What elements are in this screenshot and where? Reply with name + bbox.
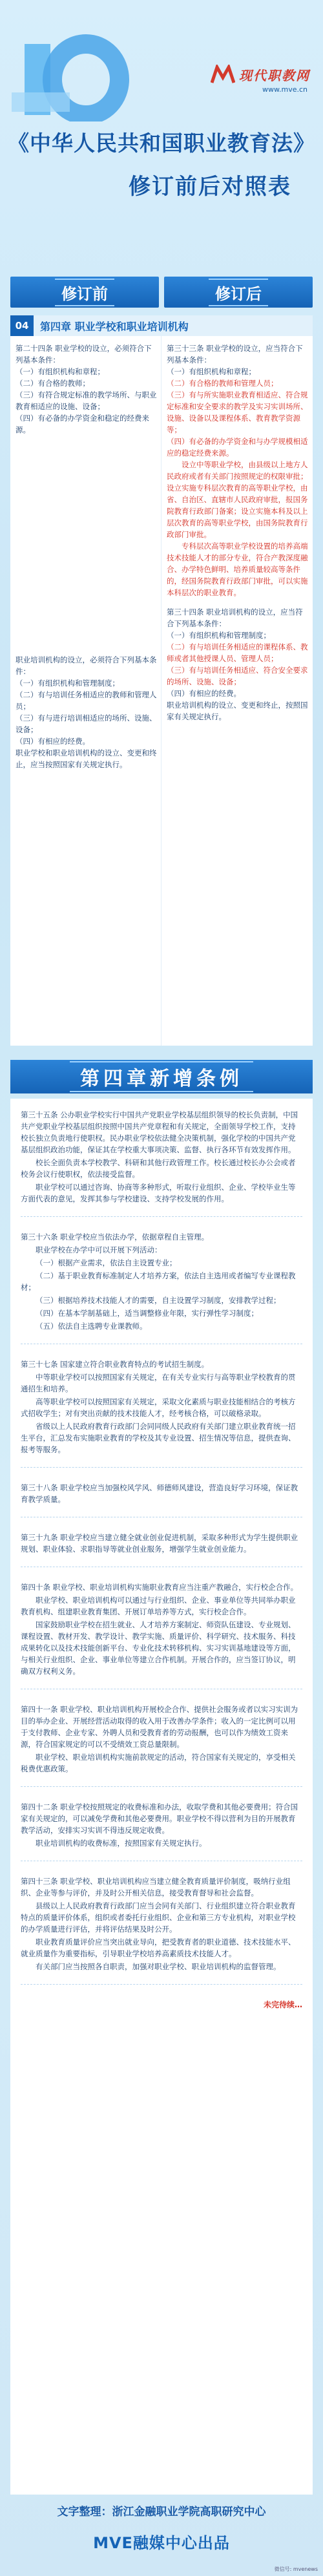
article-43	[21, 1875, 302, 1985]
after-label: 修订后	[164, 277, 313, 308]
text-line: 职业培训机构的设立、变更和终止，按照国家有关规定执行。	[167, 701, 308, 721]
credit-text: 文字整理：浙江金融职业学院高职研究中心	[57, 2506, 266, 2518]
article-40	[21, 1581, 302, 1689]
text-line: （一）有组织机构和管理制度；	[16, 679, 120, 688]
text-line-changed: （四）有必备的办学资金和与办学规模相适应的稳定经费来源。	[167, 437, 308, 458]
article-paragraph: 第三十九条 职业学校应当建立健全就业创业促进机制，采取多种形式为学生提供职业规划、职业体验、求职指导等就业创业服务，增强学生就业创业能力。	[21, 1533, 298, 1554]
new-articles-header: 第四章新增条例	[10, 1060, 313, 1093]
article-37	[21, 1358, 302, 1468]
text-line: （一）有组织机构和章程；	[167, 367, 256, 376]
article-paragraph: 第三十五条 公办职业学校实行中国共产党职业学校基层组织领导的校长负责制，中国共产党职业学校基层组织按照中国共产党章程和有关规定，全面领导学校工作，支持校长独立负责地行使职权。民办职业学校依法健全决策机制，强化学校的中国共产党基层组织政治功能，保证其在学校重大事项决策、监督、执行各环节有效发挥作用。	[21, 1110, 298, 1154]
text-line: 第三十三条 职业学校的设立，应当符合下列基本条件：	[167, 344, 303, 364]
text-line: （三）有与进行培训相适应的场所、设施、设备；	[16, 713, 157, 734]
text-line: （一）有组织机构和章程；	[16, 367, 105, 376]
text-line: 职业培训机构的设立，必须符合下列基本条件：	[16, 655, 157, 676]
article-paragraph: 职业学校、职业培训机构实施前款规定的活动，符合国家有关规定的，享受相关税费优惠政策。	[21, 1753, 296, 1773]
article-paragraph: 省级以上人民政府教育行政部门会同同级人民政府有关部门建立职业教育统一招生平台，汇总发布实施职业教育的学校及其专业设置、招生情况等信息，提供查询、报考等服务。	[21, 1422, 296, 1454]
article-paragraph: 职业培训机构的收费标准，按照国家有关规定执行。	[36, 1839, 207, 1848]
text-line-changed: （二）有与培训任务相适应的课程体系、教师或者其他授课人员、管理人员；	[167, 642, 308, 663]
article-paragraph: 第三十八条 职业学校应当加强校风学风、师德师风建设，营造良好学习环境，保证教育教学质量。	[21, 1483, 298, 1504]
footer	[0, 2502, 323, 2553]
article-paragraph: 职业学校可以通过咨询、协商等多种形式，听取行业组织、企业、学校毕业生等方面代表的意见，发挥其参与学校建设、支持学校发展的作用。	[21, 1183, 296, 1203]
text-line: 第二十四条 职业学校的设立，必须符合下列基本条件：	[16, 344, 152, 364]
article-paragraph: （一）根据产业需求，依法自主设置专业；	[36, 1258, 177, 1267]
logo-url: www.mve.cn	[262, 85, 307, 94]
article-41	[21, 1704, 302, 1787]
after-column	[162, 336, 313, 1046]
comparison-table	[10, 315, 313, 1046]
to-be-continued: 未完待续…	[263, 2000, 302, 2009]
text-line: （二）有合格的教师；	[16, 379, 90, 388]
after-article-33	[167, 343, 309, 598]
logo	[211, 65, 310, 94]
article-36	[21, 1231, 302, 1344]
article-paragraph: 职业学校、职业培训机构可以通过与行业组织、企业、事业单位等共同举办职业教育机构、组建职业教育集团、开展订单培养等方式，实行校企合作。	[21, 1596, 296, 1616]
article-paragraph: 第三十六条 职业学校应当依法办学，依据章程自主管理。	[21, 1232, 209, 1241]
logo-name: 现代职教网	[239, 67, 310, 83]
article-paragraph: 第三十七条 国家建立符合职业教育特点的考试招生制度。	[21, 1360, 209, 1369]
article-paragraph: （三）根据培养技术技能人才的需要，自主设置学习制度，安排教学过程；	[36, 1296, 281, 1305]
text-line-changed: （三）有与所实施职业教育相适应、符合规定标准和安全要求的教学及实习实训场所、设施、设备以及课程体系、教育教学资源等；	[167, 390, 308, 434]
page-subtitle: 修订前后对照表	[129, 174, 291, 200]
article-paragraph: 第四十二条 职业学校按照规定的收费标准和办法，收取学费和其他必要费用；符合国家有关规定的，可以减免学费和其他必要费用。职业学校不得以营利为目的开展教育教学活动，安排实习实训不得违反规定收费。	[21, 1802, 298, 1835]
wechat-id: 微信号: mvenews	[274, 2566, 318, 2572]
article-paragraph: 第四十三条 职业学校、职业培训机构应当建立健全教育质量评价制度，吸纳行业组织、企业等参与评价，并及时公开相关信息，接受教育督导和社会监督。	[21, 1877, 291, 1897]
article-paragraph: （四）在基本学制基础上，适当调整修业年限，实行弹性学习制度；	[36, 1309, 258, 1318]
article-paragraph: 第四十条 职业学校、职业培训机构实施职业教育应当注重产教融合，实行校企合作。	[21, 1583, 298, 1592]
chapter-number: 04	[10, 315, 34, 336]
chapter-bar	[10, 315, 313, 336]
article-paragraph: 县级以上人民政府教育行政部门应当会同有关部门、行业组织建立符合职业教育特点的质量评价体系，组织或者委托行业组织、企业和第三方专业机构，对职业学校的办学质量进行评估，并将评估结果及时公开。	[21, 1901, 296, 1934]
article-42	[21, 1801, 302, 1861]
text-line: （一）有组织机构和管理制度；	[167, 631, 271, 640]
article-paragraph: 校长全面负责本学校教学、科研和其他行政管理工作。校长通过校长办公会或者校务会议行使职权，依法接受监督。	[21, 1158, 296, 1179]
text-line-changed: （二）有合格的教师和管理人员；	[167, 379, 278, 388]
article-paragraph: 第四十一条 职业学校、职业培训机构开展校企合作、提供社会服务或者以实习实训为目的举办企业、开展经营活动取得的收入用于改善办学条件；收入的一定比例可以用于支付教师、企业专家、外聘人员和受教育者的劳动报酬，也可以作为绩效工资来源，符合国家规定的可以不受绩效工资总量限制。	[21, 1705, 298, 1749]
text-line: 第三十四条 职业培训机构的设立，应当符合下列基本条件：	[167, 607, 303, 628]
article-paragraph: 有关部门应当按照各自职责，加强对职业学校、职业培训机构的监督管理。	[36, 1962, 281, 1971]
compare-header	[10, 277, 313, 308]
text-line: （四）有相应的经费。	[16, 737, 90, 746]
article-paragraph: 职业教育质量评价应当突出就业导向，把受教育者的职业道德、技术技能水平、就业质量作为重要指标，引导职业学校培养高素质技术技能人才。	[21, 1937, 296, 1958]
article-35	[21, 1109, 302, 1217]
after-article-34	[167, 606, 309, 723]
article-paragraph: （五）依法自主选聘专业课教师。	[36, 1322, 147, 1331]
anniversary-number-graphic	[12, 31, 134, 121]
before-column	[10, 336, 162, 1046]
article-paragraph: 职业学校在办学中可以开展下列活动：	[36, 1245, 162, 1254]
text-line: （四）有相应的经费。	[167, 689, 241, 698]
text-line: （二）有与培训任务相适应的教师和管理人员；	[16, 690, 157, 711]
logo-icon	[211, 65, 235, 84]
article-paragraph: 高等职业学校可以按照国家有关规定，采取文化素质与职业技能相结合的考核方式招收学生；对有突出贡献的技术技能人才，经考核合格，可以破格录取。	[21, 1397, 296, 1418]
text-line-changed: 专科层次高等职业学校设置的培养高端技术技能人才的部分专业，符合产教深度融合、办学特色鲜明、培养质量较高等条件的，经国务院教育行政部门审批，可以实施本科层次的职业教育。	[167, 542, 308, 597]
chapter-title: 第四章 职业学校和职业培训机构	[40, 320, 189, 333]
text-line: （三）有符合规定标准的教学场所、与职业教育相适应的设施、设备；	[16, 390, 157, 411]
page-title: 《中华人民共和国职业教育法》	[8, 131, 315, 156]
article-38	[21, 1482, 302, 1517]
text-line: 职业学校和职业培训机构的设立、变更和终止，应当按照国家有关规定执行。	[16, 748, 157, 769]
brand-text: MVE融媒中心出品	[93, 2534, 230, 2552]
article-paragraph: 国家鼓励职业学校在招生就业、人才培养方案制定、师资队伍建设、专业规划、课程设置、教材开发、教学设计、教学实施、质量评价、科学研究、技术服务、科技成果转化以及技术技能创新平台、专业化技术转移机构、实习实训基地建设等方面，与相关行业组织、企业、事业单位等建立合作机制。开展合作的，应当签订协议，明确双方权利义务。	[21, 1620, 296, 1676]
header	[0, 0, 323, 233]
text-line: （四）有必备的办学资金和稳定的经费来源。	[16, 414, 149, 434]
title-block	[0, 127, 323, 200]
before-label: 修订前	[10, 277, 159, 308]
before-article-24-training	[16, 654, 157, 770]
text-line-changed: （三）有与培训任务相适应、符合安全要求的场所、设施、设备；	[167, 666, 308, 686]
before-article-24	[16, 343, 157, 436]
article-paragraph: 中等职业学校可以按照国家有关规定，在有关专业实行与高等职业学校教育的贯通招生和培养。	[21, 1373, 296, 1393]
text-line-changed: 设立中等职业学校，由县级以上地方人民政府或者有关部门按照规定的权限审批；设立实施专科层次教育的高等职业学校，由省、自治区、直辖市人民政府审批，报国务院教育行政部门备案；设立实施本科及以上层次教育的高等职业学校，由国务院教育行政部门审批。	[167, 460, 308, 539]
article-39	[21, 1532, 302, 1567]
new-articles-body	[10, 1099, 313, 2495]
article-paragraph: （二）基于职业教育标准制定人才培养方案，依法自主选用或者编写专业课程教材；	[21, 1271, 296, 1292]
